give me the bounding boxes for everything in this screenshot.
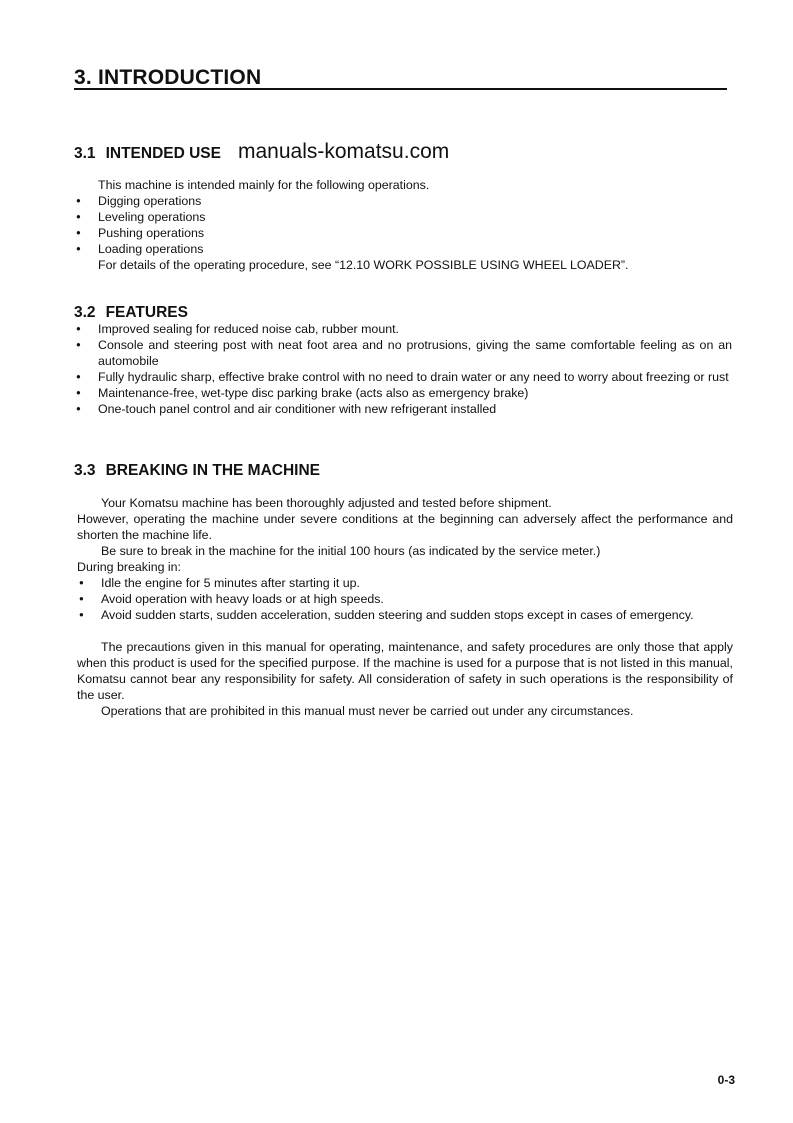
paragraph: Your Komatsu machine has been thoroughly adjusted and tested before shipment.: [101, 496, 552, 510]
list-item: ● Avoid sudden starts, sudden acceleration, sudden steering and sudden stops except in cases of emergency.: [77, 607, 733, 623]
section-number: 3.1: [74, 145, 96, 162]
paragraph: Be sure to break in the machine for the initial 100 hours (as indicated by the service meter.): [101, 544, 601, 558]
watermark: manuals-komatsu.com: [238, 140, 450, 163]
section-heading-breaking-in: [74, 462, 320, 480]
breaking-in-block: [77, 495, 733, 719]
breaking-in-list: [77, 575, 733, 623]
section-title: FEATURES: [105, 304, 188, 321]
procedure-reference-note: For details of the operating procedure, see “12.10 WORK POSSIBLE USING WHEEL LOADER”.: [98, 258, 629, 272]
paragraph: Operations that are prohibited in this manual must never be carried out under any circumstances.: [101, 704, 634, 718]
list-item: ● Leveling operations: [74, 209, 734, 225]
intended-use-block: [74, 177, 734, 273]
list-item: ● Maintenance-free, wet-type disc parking brake (acts also as emergency brake): [74, 385, 732, 401]
list-item: ● Avoid operation with heavy loads or at high speeds.: [77, 591, 733, 607]
list-item: ● Console and steering post with neat foot area and no protrusions, giving the same comfortable feeling as on an automobile: [74, 337, 732, 369]
features-block: [74, 321, 732, 417]
list-item: ● One-touch panel control and air conditioner with new refrigerant installed: [74, 401, 732, 417]
section-heading-features: [74, 304, 188, 322]
operations-list: [74, 193, 734, 257]
section-heading-intended-use: [74, 145, 221, 163]
list-item: ● Digging operations: [74, 193, 734, 209]
section-number: 3.3: [74, 462, 96, 479]
intended-use-intro: This machine is intended mainly for the following operations.: [98, 178, 430, 192]
paragraph: However, operating the machine under severe conditions at the beginning can adversely affect the performance and shorten the machine life.: [77, 512, 733, 542]
features-list: [74, 321, 732, 417]
list-item: ● Pushing operations: [74, 225, 734, 241]
list-item: ● Fully hydraulic sharp, effective brake control with no need to drain water or any need to worry about freezing or rust: [74, 369, 732, 385]
list-item: ● Idle the engine for 5 minutes after starting it up.: [77, 575, 733, 591]
list-item: ● Improved sealing for reduced noise cab, rubber mount.: [74, 321, 732, 337]
list-item: ● Loading operations: [74, 241, 734, 257]
chapter-title: 3. INTRODUCTION: [74, 66, 262, 89]
paragraph: The precautions given in this manual for operating, maintenance, and safety procedures are only those that apply when this product is used for the specified purpose. If the machine is used for a purpose that is not listed in this manual, Komatsu cannot bear any responsibility for safety. All consideration of safety in such operations is the responsibility of the user.: [77, 640, 733, 702]
chapter-title-rule: [74, 88, 727, 90]
page-number: 0-3: [717, 1073, 735, 1087]
section-title: BREAKING IN THE MACHINE: [105, 462, 320, 479]
during-breaking-in-label: During breaking in:: [77, 560, 182, 574]
section-title: INTENDED USE: [105, 145, 221, 162]
section-number: 3.2: [74, 304, 96, 321]
